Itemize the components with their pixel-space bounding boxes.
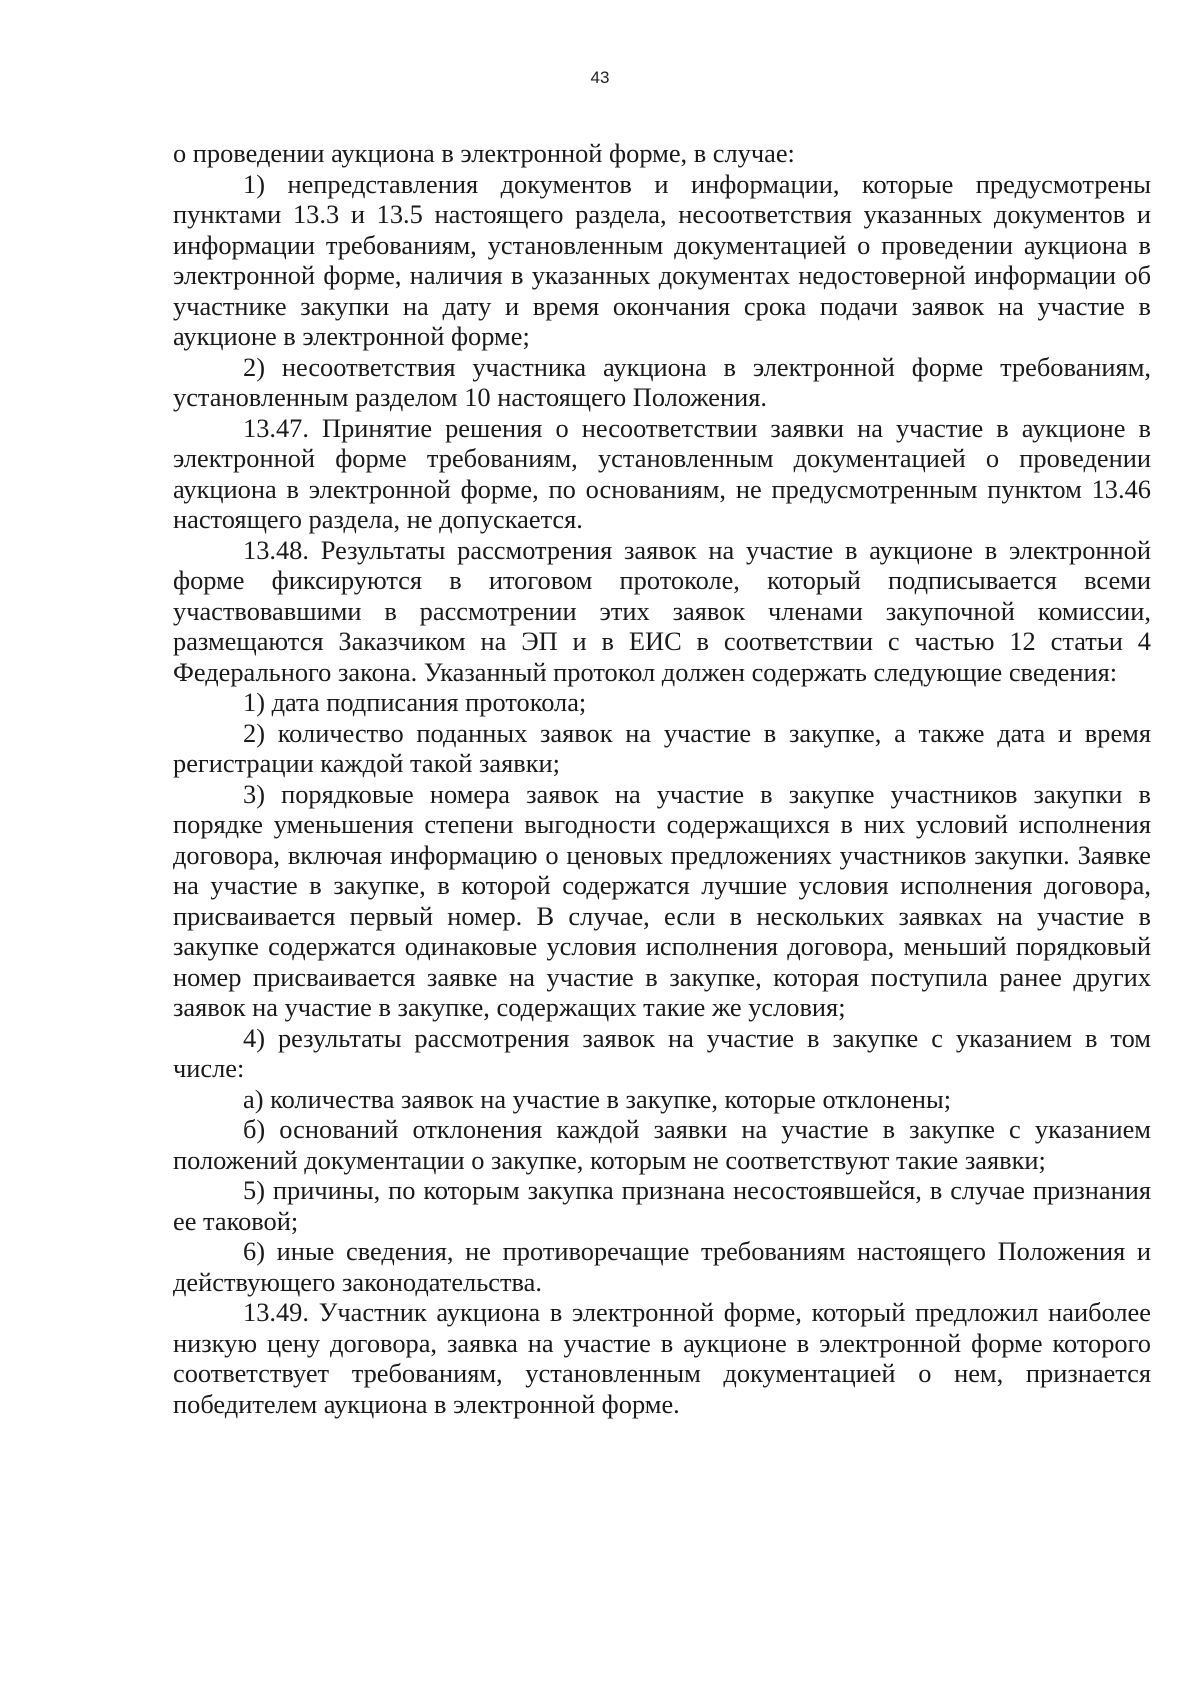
paragraph: 4) результаты рассмотрения заявок на участие в закупке с указанием в том числе: — [173, 1022, 1151, 1083]
paragraph: 2) количество поданных заявок на участие в закупке, а также дата и время регистрации каждой такой заявки; — [173, 717, 1151, 778]
paragraph: б) оснований отклонения каждой заявки на участие в закупке с указанием положений документации о закупке, которым не соответствуют такие заявки; — [173, 1114, 1151, 1175]
paragraph: 13.47. Принятие решения о несоответствии заявки на участие в аукционе в электронной форме требованиям, установленным документацией о проведении аукциона в электронной форме, по основаниям, не предусмотренным пунктом 13.46 настоящего раздела, не допускается. — [173, 412, 1151, 534]
paragraph: 1) дата подписания протокола; — [243, 687, 587, 717]
paragraph: 5) причины, по которым закупка признана несостоявшейся, в случае признания ее таковой; — [173, 1175, 1151, 1236]
page-number: 43 — [590, 68, 610, 87]
paragraph: 13.49. Участник аукциона в электронной форме, который предложил наиболее низкую цену договора, заявка на участие в аукционе в электронной форме которого соответствует требованиям, установленным документацией о нем, признается победителем аукциона в электронной форме. — [173, 1297, 1151, 1419]
paragraph: 2) несоответствия участника аукциона в электронной форме требованиям, установленным разделом 10 настоящего Положения. — [173, 351, 1151, 412]
paragraph: о проведении аукциона в электронной форме, в случае: — [173, 138, 795, 168]
paragraph: 1) непредставления документов и информации, которые предусмотрены пунктами 13.3 и 13.5 настоящего раздела, несоответствия указанных документов и информации требованиям, установленным документацией о проведении аукциона в электронной форме, наличия в указанных документах недостоверной информации об участнике закупки на дату и время окончания срока подачи заявок на участие в аукционе в электронной форме; — [173, 168, 1151, 351]
paragraph: 13.48. Результаты рассмотрения заявок на участие в аукционе в электронной форме фиксируются в итоговом протоколе, который подписывается всеми участвовавшими в рассмотрении этих заявок членами закупочной комиссии, размещаются Заказчиком на ЭП и в ЕИС в соответствии с частью 12 статьи 4 Федерального закона. Указанный протокол должен содержать следующие сведения: — [173, 534, 1151, 687]
paragraph: а) количества заявок на участие в закупке, которые отклонены; — [243, 1083, 952, 1114]
document-body — [173, 138, 1151, 1419]
paragraph: 3) порядковые номера заявок на участие в закупке участников закупки в порядке уменьшения степени выгодности содержащихся в них условий исполнения договора, включая информацию о ценовых предложениях участников закупки. Заявке на участие в закупке, в которой содержатся лучшие условия исполнения договора, присваивается первый номер. В случае, если в нескольких заявках на участие в закупке содержатся одинаковые условия исполнения договора, меньший порядковый номер присваивается заявке на участие в закупке, которая поступила ранее других заявок на участие в закупке, содержащих такие же условия; — [173, 778, 1151, 1022]
paragraph: 6) иные сведения, не противоречащие требованиям настоящего Положения и действующего законодательства. — [173, 1236, 1151, 1297]
